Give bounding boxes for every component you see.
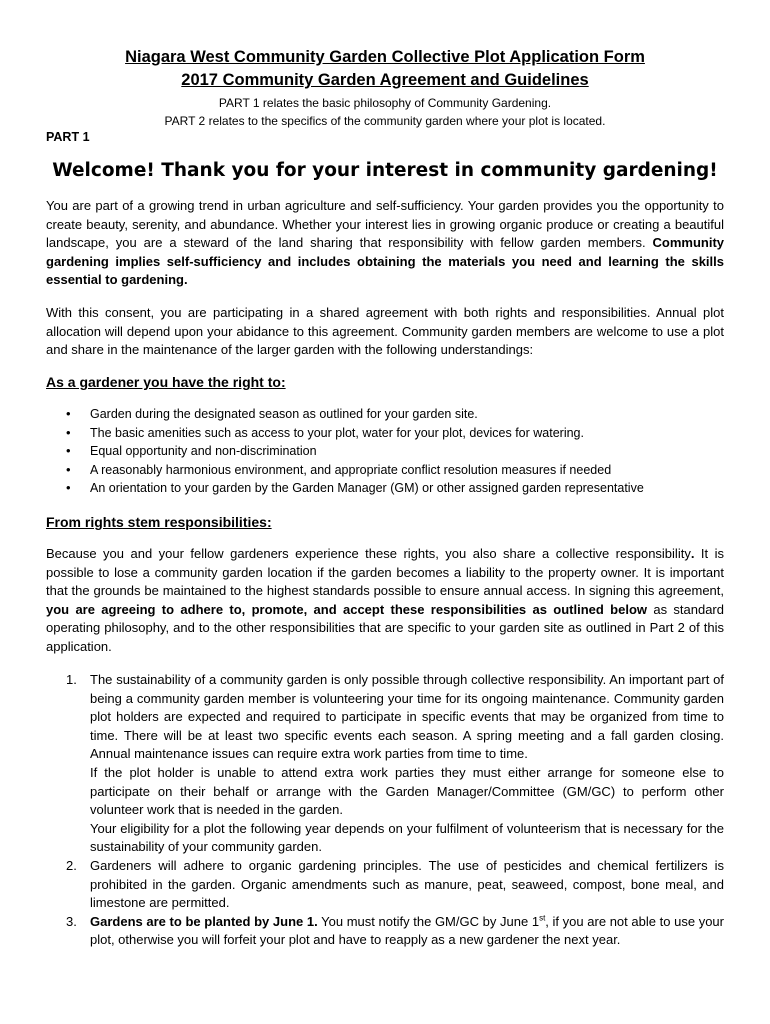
item3-text-b: , if you are not able to use your plot, otherwise you will forfeit your plot and have to reapply as a new gardener the next year. xyxy=(90,913,724,948)
resp-text-start: Because you and your fellow gardeners experience these rights, you also share a collective responsibility xyxy=(46,546,691,561)
part-label: PART 1 xyxy=(46,130,90,144)
resp-text-end: as standard operating philosophy, and to the other responsibilities that are specific to your garden site as outlined in Part 2 of this application. xyxy=(46,601,724,654)
item1-paragraph1: The sustainability of a community garden is only possible through collective responsibility. An important part of being a community garden member is volunteering your time for its ongoing maintenance. Community garden plot holders are expected and required to participate in specific events that may be organized from time to time. There will be at least two specific events each season. A spring meeting and a fall garden closing. Annual maintenance issues can require extra work parties from time to time. xyxy=(90,672,724,762)
rights-heading: As a gardener you have the right to: xyxy=(46,374,286,390)
part2-description: PART 2 relates to the specifics of the community garden where your plot is located. xyxy=(164,114,606,128)
bullet-icon: • xyxy=(66,424,71,440)
form-subtitle-title: 2017 Community Garden Agreement and Guidelines xyxy=(181,71,589,89)
intro-text: You are part of a growing trend in urban agriculture and self-sufficiency. Your garden provides you the opportunity to create beauty, serenity, and abundance. Whether your interest lies in growing organic produce or creating a beautiful landscape, you are a steward of the land sharing that responsibility with fellow garden members. xyxy=(46,198,724,251)
responsibilities-list xyxy=(46,671,724,950)
list-item xyxy=(46,671,724,857)
item3-text-a: You must notify the GM/GC by June 1 xyxy=(317,913,540,929)
bullet-icon: • xyxy=(66,406,71,421)
part1-description: PART 1 relates the basic philosophy of Community Gardening. xyxy=(218,96,552,110)
list-item xyxy=(46,461,736,480)
bullet-icon: • xyxy=(66,443,71,458)
list-item-text: The basic amenities such as access to your plot, water for your plot, devices for watering. xyxy=(90,425,584,440)
bullet-icon: • xyxy=(66,480,71,495)
list-item xyxy=(46,479,736,498)
list-item xyxy=(46,913,724,950)
item3-bold-text: Gardens are to be planted by June 1. xyxy=(90,913,318,929)
item1-paragraph3: Your eligibility for a plot the following year depends on your fulfilment of volunteerism that is necessary for the sustainability of your community garden. xyxy=(90,820,724,855)
bullet-icon: • xyxy=(66,461,71,477)
list-item xyxy=(46,857,724,913)
list-number: 1. xyxy=(66,672,77,687)
item2-text: Gardeners will adhere to organic gardening principles. The use of pesticides and chemical fertilizers is prohibited in the garden. Organic amendments such as manure, peat, seaweed, compost, bone meal, and limestone are permitted. xyxy=(90,857,724,911)
resp-bold-text: you are agreeing to adhere to, promote, and accept these responsibilities as outlined below xyxy=(46,601,647,617)
responsibilities-paragraph xyxy=(46,545,724,657)
list-item-text: Garden during the designated season as outlined for your garden site. xyxy=(90,407,478,421)
item3-text xyxy=(90,913,724,950)
item3-superscript: st xyxy=(539,913,546,923)
resp-text-mid: It is possible to lose a community garden location if the garden becomes a liability to the property owner. It is important that the grounds be maintained to the highest standards possible to ensure annual access. In signing this agreement, xyxy=(46,546,724,599)
list-item-text: Equal opportunity and non-discrimination xyxy=(90,444,317,458)
list-item xyxy=(46,405,736,424)
welcome-heading: Welcome! Thank you for your interest in community gardening! xyxy=(52,160,718,181)
list-item-text: An orientation to your garden by the Garden Manager (GM) or other assigned garden representative xyxy=(90,481,644,495)
rights-list xyxy=(46,405,736,498)
intro-paragraph xyxy=(46,197,724,290)
item1-paragraph2: If the plot holder is unable to attend extra work parties they must either arrange for someone else to participate on their behalf or arrange with the Garden Manager/Committee (GM/GC) to perform other volunteer work that is needed in the garden. xyxy=(90,764,724,818)
list-item xyxy=(46,424,736,443)
consent-paragraph: With this consent, you are participating in a shared agreement with both rights and responsibilities. Annual plot allocation will depend upon your abidance to this agreement. Community garden members are welcome to use a plot and share in the maintenance of the larger garden with the following understandings: xyxy=(46,305,724,358)
list-number: 3. xyxy=(66,913,77,929)
form-title: Niagara West Community Garden Collective Plot Application Form xyxy=(125,48,645,66)
list-item-text: A reasonably harmonious environment, and appropriate conflict resolution measures if needed xyxy=(90,462,612,477)
resp-period: . xyxy=(690,546,695,561)
responsibilities-heading: From rights stem responsibilities: xyxy=(46,514,272,530)
intro-bold-text: Community gardening implies self-sufficiency and includes obtaining the materials you need and learning the skills essential to gardening. xyxy=(46,235,724,288)
list-number: 2. xyxy=(66,857,77,873)
list-item xyxy=(46,442,736,461)
